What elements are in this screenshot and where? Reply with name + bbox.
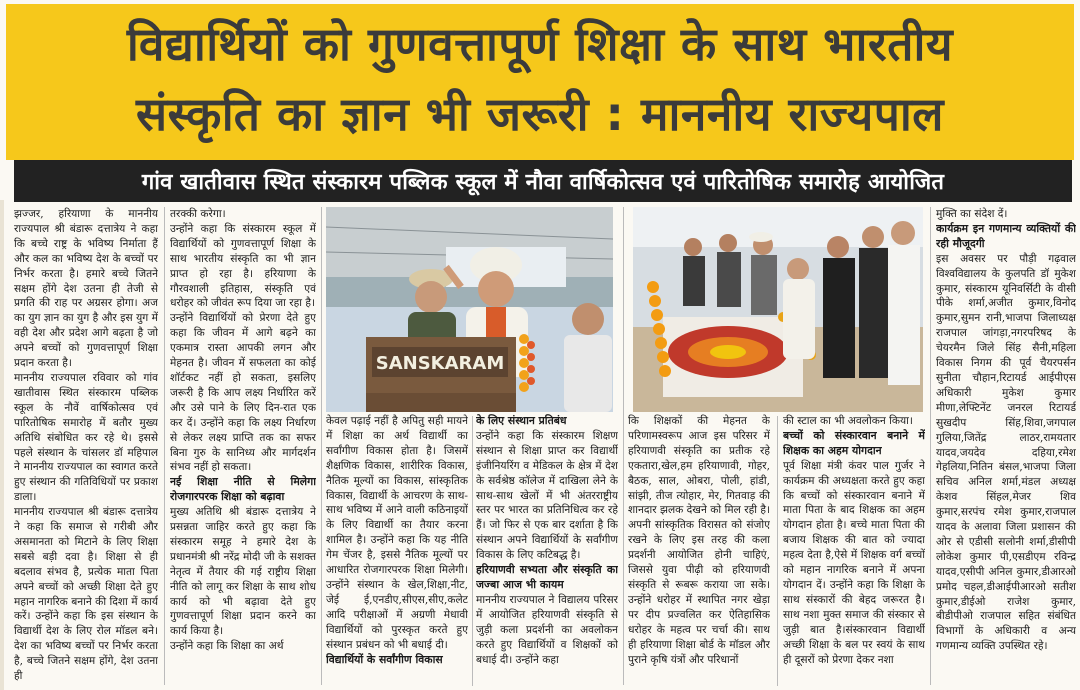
headline-banner (6, 4, 1074, 160)
article-column-1 (14, 207, 158, 687)
column-rule (164, 207, 165, 685)
article-column-2 (170, 207, 316, 687)
photo-exhibition-visit (633, 207, 923, 412)
paragraph: झज्जर, हरियाणा के माननीय राज्यपाल श्री बंडारू दत्तात्रेय ने कहा कि बच्चे राष्ट्र के भविष्य निर्माता हैं और कल का भविष्य देश के बच्चों पर निर्भर करता है। हमारे बच्चे जितने सक्षम होंगे देश उतना ही तेजी से प्रगति की राह पर अग्रसर होगा। अज का युग ज्ञान का युग है और इस युग में वही देश और प्रदेश आगे बढ़ता है जो अपने बच्चों को गुणवत्तापूर्ण शिक्षा प्रदान करता है। (14, 208, 158, 370)
column-rule (777, 416, 778, 686)
headline-line-1: विद्यार्थियों को गुणवत्तापूर्ण शिक्षा के साथ भारतीय (126, 17, 954, 71)
paragraph: उन्होंने कहा कि संस्कारम शिक्षण संस्थान से शिक्षा प्राप्त कर विद्यार्थी इंजीनियरिंग व मेडिकल के क्षेत्र में देश के सर्वश्रेष्ठ कॉलेज में दाखिला लेने के साथ-साथ खेलों में भी अंतरराष्ट्रीय स्तर पर भारत का प्रतिनिधित्व कर रहे हैं। जो फिर से एक बार दर्शाता है कि संस्थान अपने विद्यार्थियों के सर्वांगीण विकास के लिए कटिबद्ध है। (476, 429, 618, 562)
photo-exhibition-visit-image (633, 207, 923, 412)
section-heading: बच्चों को संस्कारवान बनाने में शिक्षक का अहम योगदान (783, 428, 925, 457)
paragraph: माननीय राज्यपाल ने विद्यालय परिसर में आयोजित हरियाणवी संस्कृति से जुड़ी कला प्रदर्शनी का अवलोकन करते हुए विद्यार्थियों व शिक्षकों को बधाई दी। उन्होंने कहा (476, 593, 618, 666)
paragraph: उन्होंने विद्यार्थियों को प्रेरणा देते हुए कहा कि जीवन में आगे बढ़ने का एकमात्र रास्ता आपकी लगन और मेहनत है। जीवन में सफलता का कोई शॉर्टकट नहीं हो सकता, इसलिए जरूरी है कि आप लक्ष्य निर्धारित करें और उसे पाने के लिए दिन-रात एक कर दें। उन्होंने कहा कि लक्ष्य निर्धारण से लेकर लक्ष्य प्राप्ति तक का सफर बिना गुरु के सानिध्य और मार्गदर्शन संभव नहीं हो सकता। (170, 312, 316, 474)
paragraph: की स्टाल का भी अवलोकन किया। (783, 415, 913, 427)
paragraph: केवल पढ़ाई नहीं है अपितु सही मायने में शिक्षा का अर्थ विद्यार्थी का सर्वांगीण विकास होता है। जिसमें शैक्षणिक विकास, शारीरिक विकास, नैतिक मूल्यों का विकास, सांस्कृतिक विकास, विद्यार्थी के आचरण के साथ-साथ भविष्य में आने वाली कठिनाइयों के लिए विद्यार्थी का तैयार करना शामिल है। उन्होंने कहा कि यह नीति गेम चेंजर है, इससे नैतिक मूल्यों पर आधारित रोजगारपरक शिक्षा मिलेगी। उन्होंने संस्थान के खेल,शिक्षा,नीट, जेई ई,एनडीए,सीएस,सीए,कलेट आदि परीक्षाओं में अग्रणी मेधावी विद्यार्थियों को पुरस्कृत करते हुए संस्थान प्रबंधन को भी बधाई दी। (326, 415, 468, 651)
paragraph: पूर्व शिक्षा मंत्री कंवर पाल गुर्जर ने कार्यक्रम की अध्यक्षता करते हुए कहा कि बच्चों को संस्कारवान बनाने में माता पिता के बाद शिक्षक का अहम योगदान होता है। बच्चे माता पिता की बजाय शिक्षक की बात को ज्यादा महत्व देता है,ऐसे में शिक्षक वर्ग बच्चों को महान नागरिक बनाने में अपना योगदान दें। उन्होंने कहा कि शिक्षा के साथ संस्कारों की बेहद जरूरत है। साथ नशा मुक्त समाज की संस्कार से जुड़ी बात है।संस्कारवान विद्यार्थी अच्छी शिक्षा के बल पर स्वयं के साथ ही दूसरों को प्रेरणा देकर नशा (783, 459, 925, 666)
column-rule (321, 207, 322, 685)
paragraph: उन्होंने कहा कि संस्कारम स्कूल में विद्यार्थियों को गुणवत्तापूर्ण शिक्षा के साथ भारतीय संस्कृति का भी ज्ञान प्राप्त हो रहा है। हरियाणा के गौरवशाली इतिहास, संस्कृति एवं धरोहर को जीवंत रूप दिया जा रहा है। (170, 222, 316, 310)
headline-line-2: संस्कृति का ज्ञान भी जरूरी : माननीय राज्यपाल (135, 87, 944, 141)
paragraph: उन्होंने कहा कि शिक्षा का अर्थ (170, 640, 284, 653)
paragraph: मुख्य अतिथि श्री बंडारू दत्तात्रेय ने प्रसन्नता जाहिर करते हुए कहा कि संस्कारम समूह ने हमारे देश के प्रधानमंत्री श्री नरेंद्र मोदी जी के सशक्त नेतृत्व में तैयार की गई राष्ट्रीय शिक्षा नीति को लागू कर शिक्षा के साथ शोध कार्य को भी बढ़ावा देते हुए गुणवत्तापूर्ण शिक्षा प्रदान करने का कार्य किया है। (170, 506, 316, 638)
paragraph: माननीय राज्यपाल रविवार को गांव खातीवास स्थित संस्कारम पब्लिक स्कूल के नौवें वार्षिकोत्सव एवं पारितोषिक समारोह में बतौर मुख्य अतिथि संबोधित कर रहे थे। इससे पहले संस्थान के चांसलर डॉ महिपाल ने माननीय राज्यपाल का स्वागत करते हुए संस्थान की गतिविधियों पर प्रकाश डाला। (14, 371, 158, 504)
paragraph: इस अवसर पर पौड़ी गढ़वाल विश्वविद्यालय के कुलपति डॉ मुकेश कुमार, संस्कारम यूनिवर्सिटी के वीसी पीके शर्मा,अजीत कुमार,विनोद कुमार,सुमन रानी,भाजपा जिलाध्यक्ष राजपाल जांगड़ा,नगरपरिषद के चेयरमैन जिले सिंह सैनी,महिला विकास निगम की पूर्व चैयरपर्सन सुनीता चौहान,रिटायर्ड आईपीएस अधिकारी मुकेश कुमार मीणा,लेफ्टिनेंट जनरल रिटायर्ड सुखदीप सिंह,शिवा,जगपाल गुलिया,जितेंद्र लाठर,रामयतार यादव,जयदेव दहिया,रमेश गेहलिया,नितिन बंसल,भाजपा जिला सचिव अनिल शर्मा,मंडल अध्यक्ष केशव सिंहल,मेजर शिव कुमार,सरपंच रमेश कुमार,राजपाल यादव के अलावा जिला प्रशासन की ओर से एडीसी सलोनी शर्मा,डीसीपी लोकेश कुमार पी,एसडीएम रविन्द्र यादव,एसीपी अनिल कुमार,डीआरओ प्रमोद चहल,डीआईपीआरओ सतीश कुमार,डीईओ राजेश कुमार, बीडीपीओ राजपाल सहित संबंधित विभागों के अधिकारी व अन्य गणमान्य व्यक्ति उपस्थित रहे। (936, 252, 1076, 653)
article-column-6 (783, 414, 925, 688)
article-column-5 (628, 414, 770, 688)
section-heading: कार्यक्रम इन गणमान्य व्यक्तियों की रही मौजूदगी (936, 221, 1076, 250)
photo-governor-speech (326, 207, 613, 412)
section-heading: विद्यार्थियों के सर्वांगीण विकास (326, 652, 443, 666)
column-rule (623, 207, 624, 685)
subheadline-bar (14, 160, 1072, 202)
section-heading: के लिए संस्थान प्रतिबंध (476, 414, 567, 427)
column-rule (472, 416, 473, 686)
section-heading: हरियाणवी सभ्यता और संस्कृति का जज्बा आज भी कायम (476, 563, 618, 591)
subheadline: गांव खातीवास स्थित संस्कारम पब्लिक स्कूल में नौवा वार्षिकोत्सव एवं पारितोषिक समारोह आयोजित (141, 170, 945, 195)
podium-sign: SANSKARAM (375, 353, 505, 374)
article-column-4 (476, 414, 618, 688)
paragraph: तरक्की करेगा। (170, 208, 226, 220)
article-column-7 (936, 207, 1076, 687)
paragraph: मुक्ति का संदेश दें। (936, 208, 1008, 220)
photo-governor-speech-image (326, 207, 613, 412)
paragraph: माननीय राज्यपाल श्री बंडारू दत्तात्रेय ने कहा कि समाज से गरीबी और असमानता को मिटाने के लिए शिक्षा सबसे बड़ी दवा है। शिक्षा से ही बदलाव संभव है, प्रत्येक माता पिता अपने बच्चों को अच्छी शिक्षा देते हुए महान नागरिक बनाने की दिशा में कार्य करें। उन्होंने कहा कि इस संस्थान के विद्यार्थी देश के लिए रोल मॉडल बने। देश का भविष्य बच्चों पर निर्भर करता है, बच्चे जितने सक्षम होंगे, देश उतना ही (14, 506, 158, 683)
section-heading: नई शिक्षा नीति से मिलेगा रोजगारपरक शिक्षा को बढ़ावा (170, 475, 316, 504)
paragraph: कि शिक्षकों की मेहनत के परिणामस्वरूप आज इस परिसर में हरियाणवी संस्कृति का प्रतीक रहे एकतारा,खेल,हम हरियाणावी, गोहर, बैठक, साल, ओबरा, पोली, हांडी, सांझी, तीज त्योहार, मेर, गितवाड़ की शानदार झलक देखने को मिल रही है। अपनी सांस्कृतिक विरासत को संजोए रखने के लिए इस तरह की कला प्रदर्शनी आयोजित होनी चाहिएं, जिससे युवा पीढ़ी को हरियाणवी संस्कृति से रूबरू कराया जा सके। उन्होंने धरोहर में स्थापित नगर खेड़ा पर दीप प्रज्वलित कर ऐतिहासिक धरोहर के महत्व पर चर्चा की। साथ ही हरियाणा शिक्षा बोर्ड के मॉडल और पुराने कृषि यंत्रों और परिधानों (628, 415, 770, 666)
column-rule (930, 207, 931, 685)
page-edge (0, 200, 4, 690)
article-column-3 (326, 414, 468, 688)
